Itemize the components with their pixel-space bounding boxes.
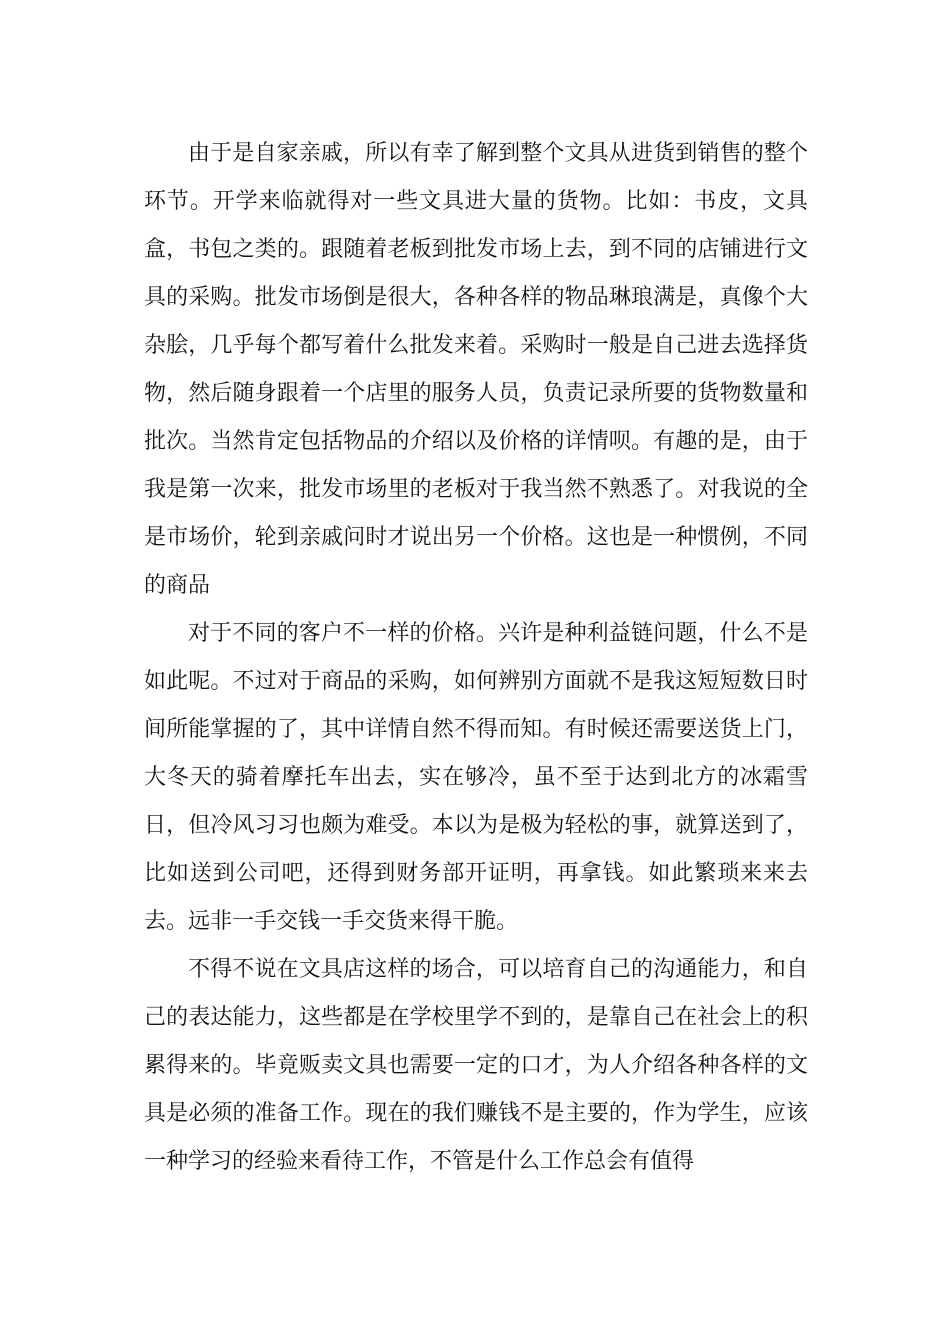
paragraph-3: 不得不说在文具店这样的场合，可以培育自己的沟通能力，和自己的表达能力，这些都是在学校里学不到的，是靠自己在社会上的积累得来的。毕竟贩卖文具也需要一定的口才，为人介绍各种各样的文具是必须的准备工作。现在的我们赚钱不是主要的，作为学生，应该一种学习的经验来看待工作，不管是什么工作总会有值得	[144, 957, 808, 1174]
paragraph-2: 对于不同的客户不一样的价格。兴许是种利益链问题，什么不是如此呢。不过对于商品的采购，如何辨别方面就不是我这短短数日时间所能掌握的了，其中详情自然不得而知。有时候还需要送货上门，大冬天的骑着摩托车出去，实在够冷，虽不至于达到北方的冰霜雪日，但冷风习习也颇为难受。本以为是极为轻松的事，就算送到了，比如送到公司吧，还得到财务部开证明，再拿钱。如此繁琐来来去去。远非一手交钱一手交货来得干脆。	[144, 621, 808, 934]
document-body	[144, 130, 808, 1186]
paragraph-1: 由于是自家亲戚，所以有幸了解到整个文具从进货到销售的整个环节。开学来临就得对一些文具进大量的货物。比如：书皮，文具盒，书包之类的。跟随着老板到批发市场上去，到不同的店铺进行文具的采购。批发市场倒是很大，各种各样的物品琳琅满是，真像个大杂脍，几乎每个都写着什么批发来着。采购时一般是自己进去选择货物，然后随身跟着一个店里的服务人员，负责记录所要的货物数量和批次。当然肯定包括物品的介绍以及价格的详情呗。有趣的是，由于我是第一次来，批发市场里的老板对于我当然不熟悉了。对我说的全是市场价，轮到亲戚问时才说出另一个价格。这也是一种惯例，不同的商品	[144, 141, 808, 598]
